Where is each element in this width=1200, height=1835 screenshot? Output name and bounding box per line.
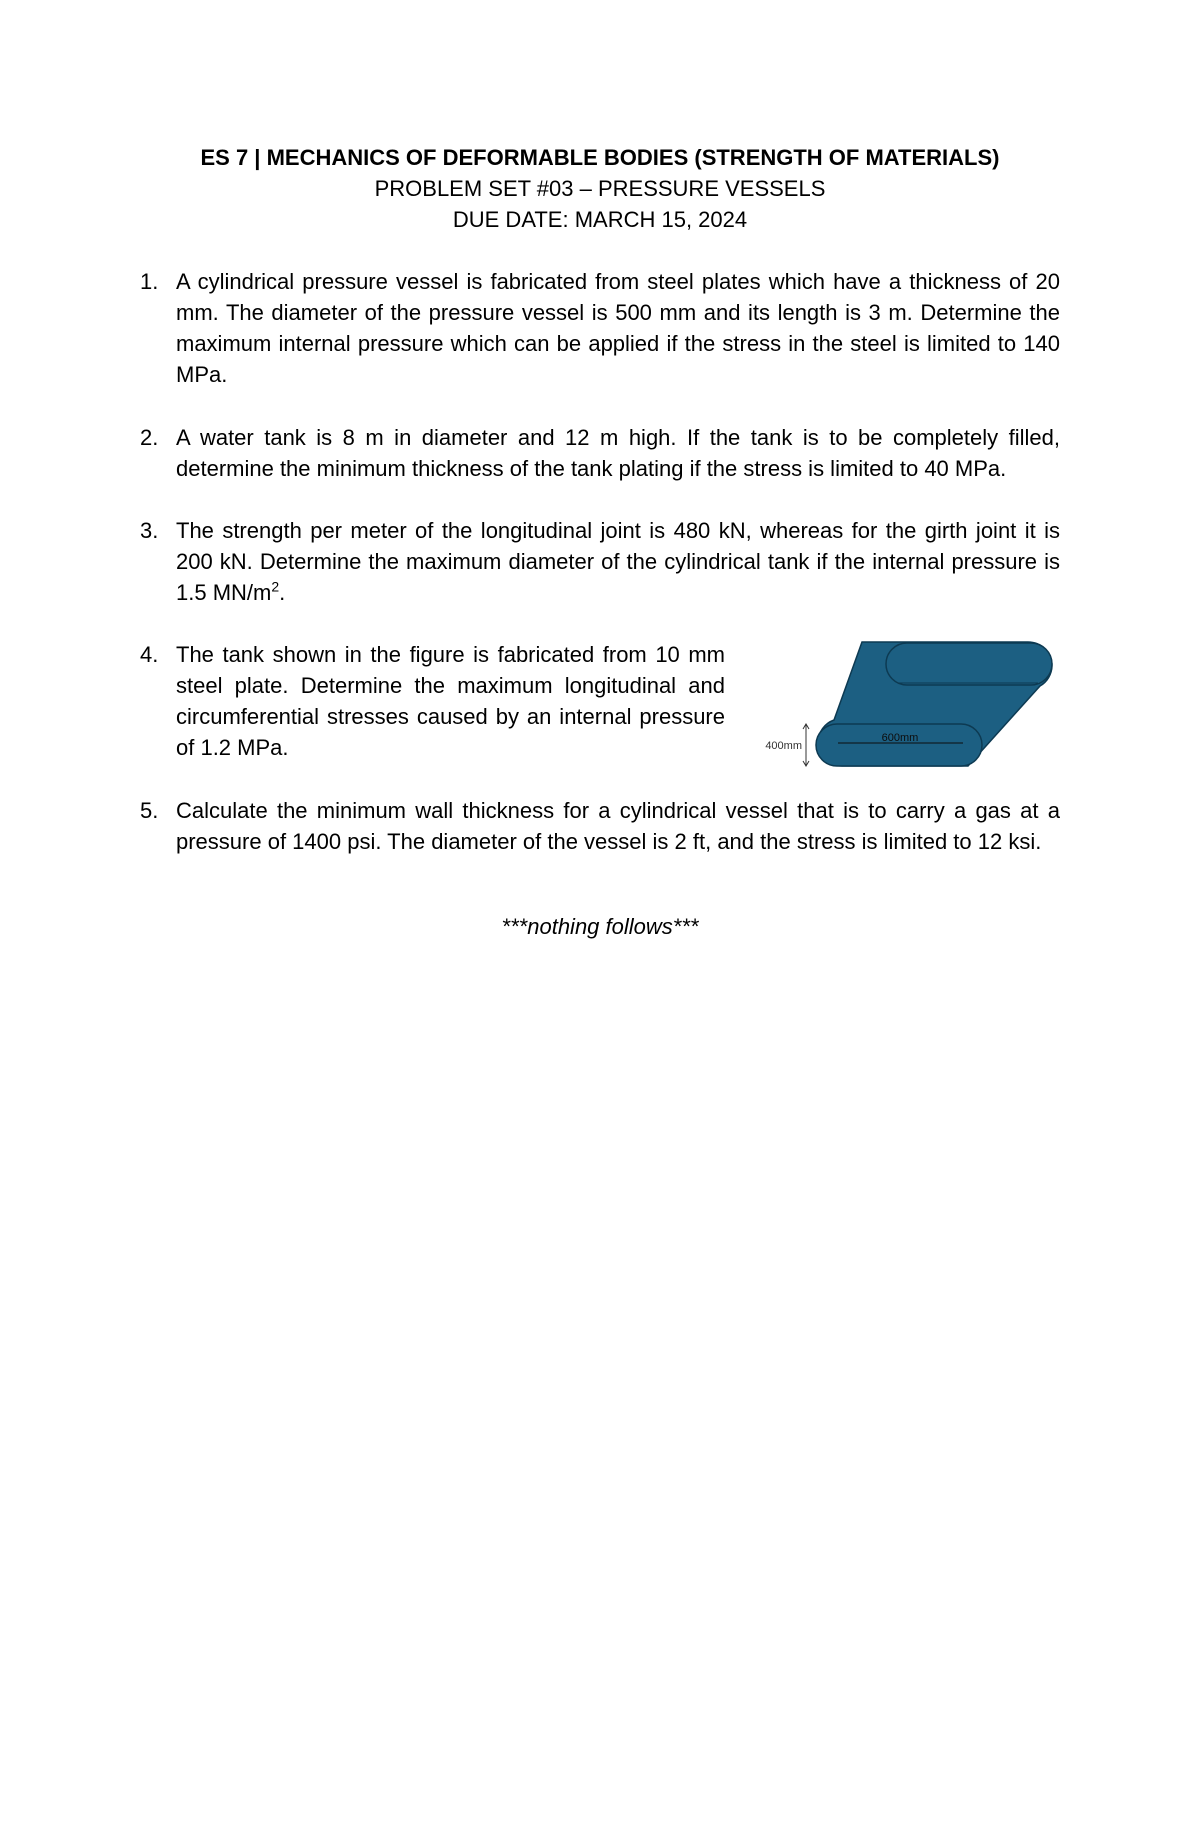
problem-5 bbox=[140, 795, 1060, 857]
problem-text-main: The strength per meter of the longitudinal joint is 480 kN, whereas for the girth joint it is 200 kN. Determine the maximum diameter of the cylindrical tank if the internal pressure is 1.5 MN/m bbox=[176, 518, 1060, 605]
problem-4 bbox=[140, 639, 725, 763]
tank-diagram bbox=[738, 640, 1058, 770]
problem-number: 4. bbox=[140, 642, 159, 667]
due-date: DUE DATE: MARCH 15, 2024 bbox=[452, 207, 748, 232]
problem-number: 2. bbox=[140, 425, 159, 450]
problem-set-title: PROBLEM SET #03 – PRESSURE VESSELS bbox=[374, 176, 826, 201]
tank-top-end bbox=[886, 643, 1052, 685]
problem-number: 1. bbox=[140, 269, 159, 294]
tank-figure bbox=[738, 640, 1058, 770]
problem-2 bbox=[140, 422, 1060, 484]
superscript-exponent: 2 bbox=[271, 578, 280, 595]
problem-1 bbox=[140, 266, 1060, 390]
problem-text: A cylindrical pressure vessel is fabricated from steel plates which have a thickness of 20 mm. The diameter of the pressure vessel is 500 mm and its length is 3 m. Determine the maximum internal pressure which can be applied if the stress in the steel is limited to 140 MPa. bbox=[176, 269, 1060, 387]
closing-note: ***nothing follows*** bbox=[501, 914, 699, 939]
problem-text: Calculate the minimum wall thickness for a cylindrical vessel that is to carry a gas at a pressure of 1400 psi. The diameter of the vessel is 2 ft, and the stress is limited to 12 ksi. bbox=[176, 798, 1060, 854]
problem-3 bbox=[140, 515, 1060, 608]
width-label: 600mm bbox=[881, 732, 919, 744]
document-header bbox=[0, 142, 1200, 235]
problem-text: The tank shown in the figure is fabricated from 10 mm steel plate. Determine the maximum longitudinal and circumferential stresses caused by an internal pressure of 1.2 MPa. bbox=[176, 642, 725, 760]
problem-number: 5. bbox=[140, 798, 159, 823]
height-label: 400mm bbox=[765, 740, 802, 752]
problem-text-end: . bbox=[279, 580, 286, 605]
problem-text: A water tank is 8 m in diameter and 12 m high. If the tank is to be completely filled, determine the minimum thickness of the tank plating if the stress is limited to 40 MPa. bbox=[176, 425, 1060, 481]
course-title: ES 7 | MECHANICS OF DEFORMABLE BODIES (STRENGTH OF MATERIALS) bbox=[200, 145, 1000, 170]
problem-text bbox=[176, 515, 1060, 608]
problem-number: 3. bbox=[140, 518, 159, 543]
tank-bottom-end bbox=[816, 724, 982, 766]
